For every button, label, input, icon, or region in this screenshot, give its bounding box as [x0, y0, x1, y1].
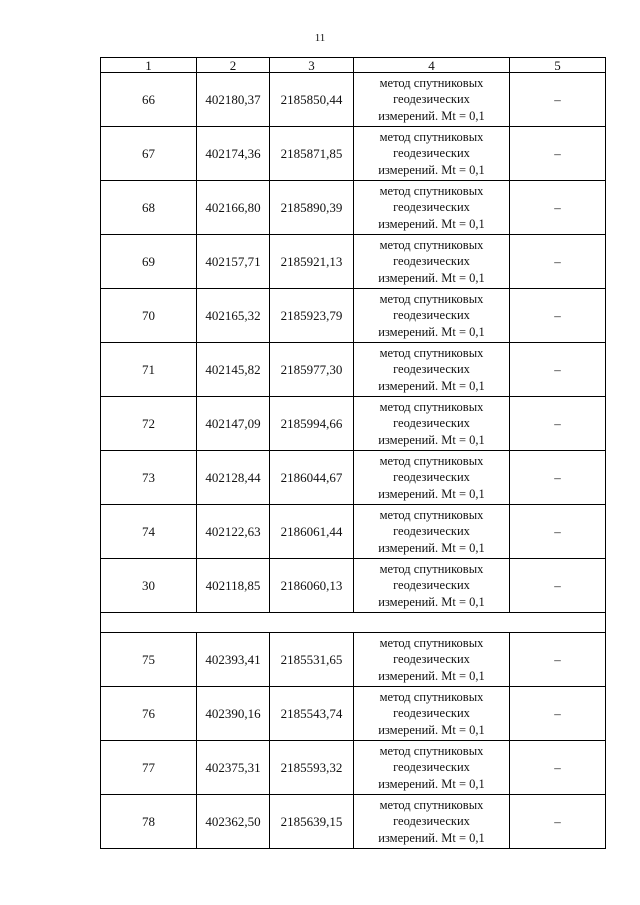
y-coordinate-cell: 2185871,85: [270, 127, 354, 181]
point-number-cell: 73: [101, 451, 197, 505]
page-number: 11: [314, 32, 326, 44]
note-cell: –: [510, 127, 606, 181]
method-line: геодезических: [393, 706, 470, 721]
method-line: измерений. Mt = 0,1: [378, 432, 485, 447]
y-coordinate-cell: 2185593,32: [270, 741, 354, 795]
method-cell: [354, 559, 510, 613]
method-line: геодезических: [393, 308, 470, 323]
point-number-cell: 69: [101, 235, 197, 289]
table-row: [101, 633, 606, 687]
y-coordinate-cell: 2186061,44: [270, 505, 354, 559]
note-cell: –: [510, 73, 606, 127]
note-cell: –: [510, 505, 606, 559]
method-cell: [354, 127, 510, 181]
table-row: [101, 235, 606, 289]
y-coordinate-cell: 2185890,39: [270, 181, 354, 235]
method-line: метод спутниковых: [379, 689, 484, 704]
y-coordinate-cell: 2185994,66: [270, 397, 354, 451]
x-coordinate-cell: 402166,80: [197, 181, 270, 235]
x-coordinate-cell: 402362,50: [197, 795, 270, 849]
method-cell: [354, 451, 510, 505]
point-number-cell: 70: [101, 289, 197, 343]
point-number-cell: 67: [101, 127, 197, 181]
note-cell: –: [510, 397, 606, 451]
y-coordinate-cell: 2186060,13: [270, 559, 354, 613]
method-line: метод спутниковых: [379, 183, 484, 198]
method-line: метод спутниковых: [379, 129, 484, 144]
method-line: измерений. Mt = 0,1: [378, 378, 485, 393]
method-cell: [354, 687, 510, 741]
table-row: [101, 559, 606, 613]
coordinates-table: [100, 57, 606, 849]
table-row: [101, 397, 606, 451]
table-row: [101, 127, 606, 181]
method-line: геодезических: [393, 146, 470, 161]
method-cell: [354, 741, 510, 795]
method-line: измерений. Mt = 0,1: [378, 594, 485, 609]
note-cell: –: [510, 235, 606, 289]
note-cell: –: [510, 795, 606, 849]
point-number-cell: 66: [101, 73, 197, 127]
point-number-cell: 74: [101, 505, 197, 559]
x-coordinate-cell: 402180,37: [197, 73, 270, 127]
method-line: измерений. Mt = 0,1: [378, 486, 485, 501]
point-number-cell: 77: [101, 741, 197, 795]
method-line: геодезических: [393, 814, 470, 829]
method-line: измерений. Mt = 0,1: [378, 830, 485, 845]
method-cell: [354, 633, 510, 687]
x-coordinate-cell: 402165,32: [197, 289, 270, 343]
table-row: [101, 741, 606, 795]
point-number-cell: 68: [101, 181, 197, 235]
note-cell: –: [510, 289, 606, 343]
header-cell-2: 2: [197, 58, 270, 73]
method-cell: [354, 235, 510, 289]
method-line: метод спутниковых: [379, 291, 484, 306]
header-cell-4: 4: [354, 58, 510, 73]
point-number-cell: 76: [101, 687, 197, 741]
table-row: [101, 451, 606, 505]
note-cell: –: [510, 633, 606, 687]
x-coordinate-cell: 402393,41: [197, 633, 270, 687]
method-line: метод спутниковых: [379, 237, 484, 252]
method-line: измерений. Mt = 0,1: [378, 540, 485, 555]
method-cell: [354, 181, 510, 235]
note-cell: –: [510, 687, 606, 741]
table-row: [101, 687, 606, 741]
x-coordinate-cell: 402390,16: [197, 687, 270, 741]
point-number-cell: 75: [101, 633, 197, 687]
method-line: измерений. Mt = 0,1: [378, 162, 485, 177]
point-number-cell: 78: [101, 795, 197, 849]
x-coordinate-cell: 402122,63: [197, 505, 270, 559]
table-row: [101, 505, 606, 559]
method-cell: [354, 289, 510, 343]
y-coordinate-cell: 2185921,13: [270, 235, 354, 289]
method-line: метод спутниковых: [379, 561, 484, 576]
x-coordinate-cell: 402118,85: [197, 559, 270, 613]
method-line: метод спутниковых: [379, 507, 484, 522]
table-row: [101, 343, 606, 397]
point-number-cell: 72: [101, 397, 197, 451]
table-row: [101, 795, 606, 849]
y-coordinate-cell: 2185850,44: [270, 73, 354, 127]
method-line: измерений. Mt = 0,1: [378, 324, 485, 339]
x-coordinate-cell: 402145,82: [197, 343, 270, 397]
x-coordinate-cell: 402128,44: [197, 451, 270, 505]
point-number-cell: 71: [101, 343, 197, 397]
method-line: измерений. Mt = 0,1: [378, 776, 485, 791]
x-coordinate-cell: 402147,09: [197, 397, 270, 451]
method-line: геодезических: [393, 362, 470, 377]
method-line: геодезических: [393, 416, 470, 431]
method-line: метод спутниковых: [379, 399, 484, 414]
y-coordinate-cell: 2185531,65: [270, 633, 354, 687]
table-row: [101, 289, 606, 343]
method-cell: [354, 73, 510, 127]
method-line: геодезических: [393, 200, 470, 215]
method-line: метод спутниковых: [379, 635, 484, 650]
method-line: метод спутниковых: [379, 453, 484, 468]
method-line: метод спутниковых: [379, 797, 484, 812]
method-line: метод спутниковых: [379, 345, 484, 360]
method-cell: [354, 505, 510, 559]
y-coordinate-cell: 2185977,30: [270, 343, 354, 397]
separator-cell: [101, 613, 606, 633]
header-cell-1: 1: [101, 58, 197, 73]
method-line: геодезических: [393, 254, 470, 269]
method-line: измерений. Mt = 0,1: [378, 270, 485, 285]
method-cell: [354, 397, 510, 451]
method-line: геодезических: [393, 470, 470, 485]
note-cell: –: [510, 559, 606, 613]
method-line: метод спутниковых: [379, 75, 484, 90]
method-cell: [354, 343, 510, 397]
x-coordinate-cell: 402375,31: [197, 741, 270, 795]
y-coordinate-cell: 2185543,74: [270, 687, 354, 741]
method-line: измерений. Mt = 0,1: [378, 108, 485, 123]
method-line: метод спутниковых: [379, 743, 484, 758]
note-cell: –: [510, 741, 606, 795]
method-line: измерений. Mt = 0,1: [378, 216, 485, 231]
table-row: [101, 181, 606, 235]
note-cell: –: [510, 181, 606, 235]
header-cell-5: 5: [510, 58, 606, 73]
method-line: геодезических: [393, 578, 470, 593]
method-cell: [354, 795, 510, 849]
header-row: [101, 58, 606, 73]
group-separator-row: [101, 613, 606, 633]
note-cell: –: [510, 343, 606, 397]
method-line: геодезических: [393, 760, 470, 775]
method-line: геодезических: [393, 652, 470, 667]
point-number-cell: 30: [101, 559, 197, 613]
table-row: [101, 73, 606, 127]
y-coordinate-cell: 2185923,79: [270, 289, 354, 343]
y-coordinate-cell: 2185639,15: [270, 795, 354, 849]
x-coordinate-cell: 402174,36: [197, 127, 270, 181]
method-line: геодезических: [393, 92, 470, 107]
method-line: измерений. Mt = 0,1: [378, 668, 485, 683]
method-line: геодезических: [393, 524, 470, 539]
method-line: измерений. Mt = 0,1: [378, 722, 485, 737]
x-coordinate-cell: 402157,71: [197, 235, 270, 289]
y-coordinate-cell: 2186044,67: [270, 451, 354, 505]
note-cell: –: [510, 451, 606, 505]
header-cell-3: 3: [270, 58, 354, 73]
